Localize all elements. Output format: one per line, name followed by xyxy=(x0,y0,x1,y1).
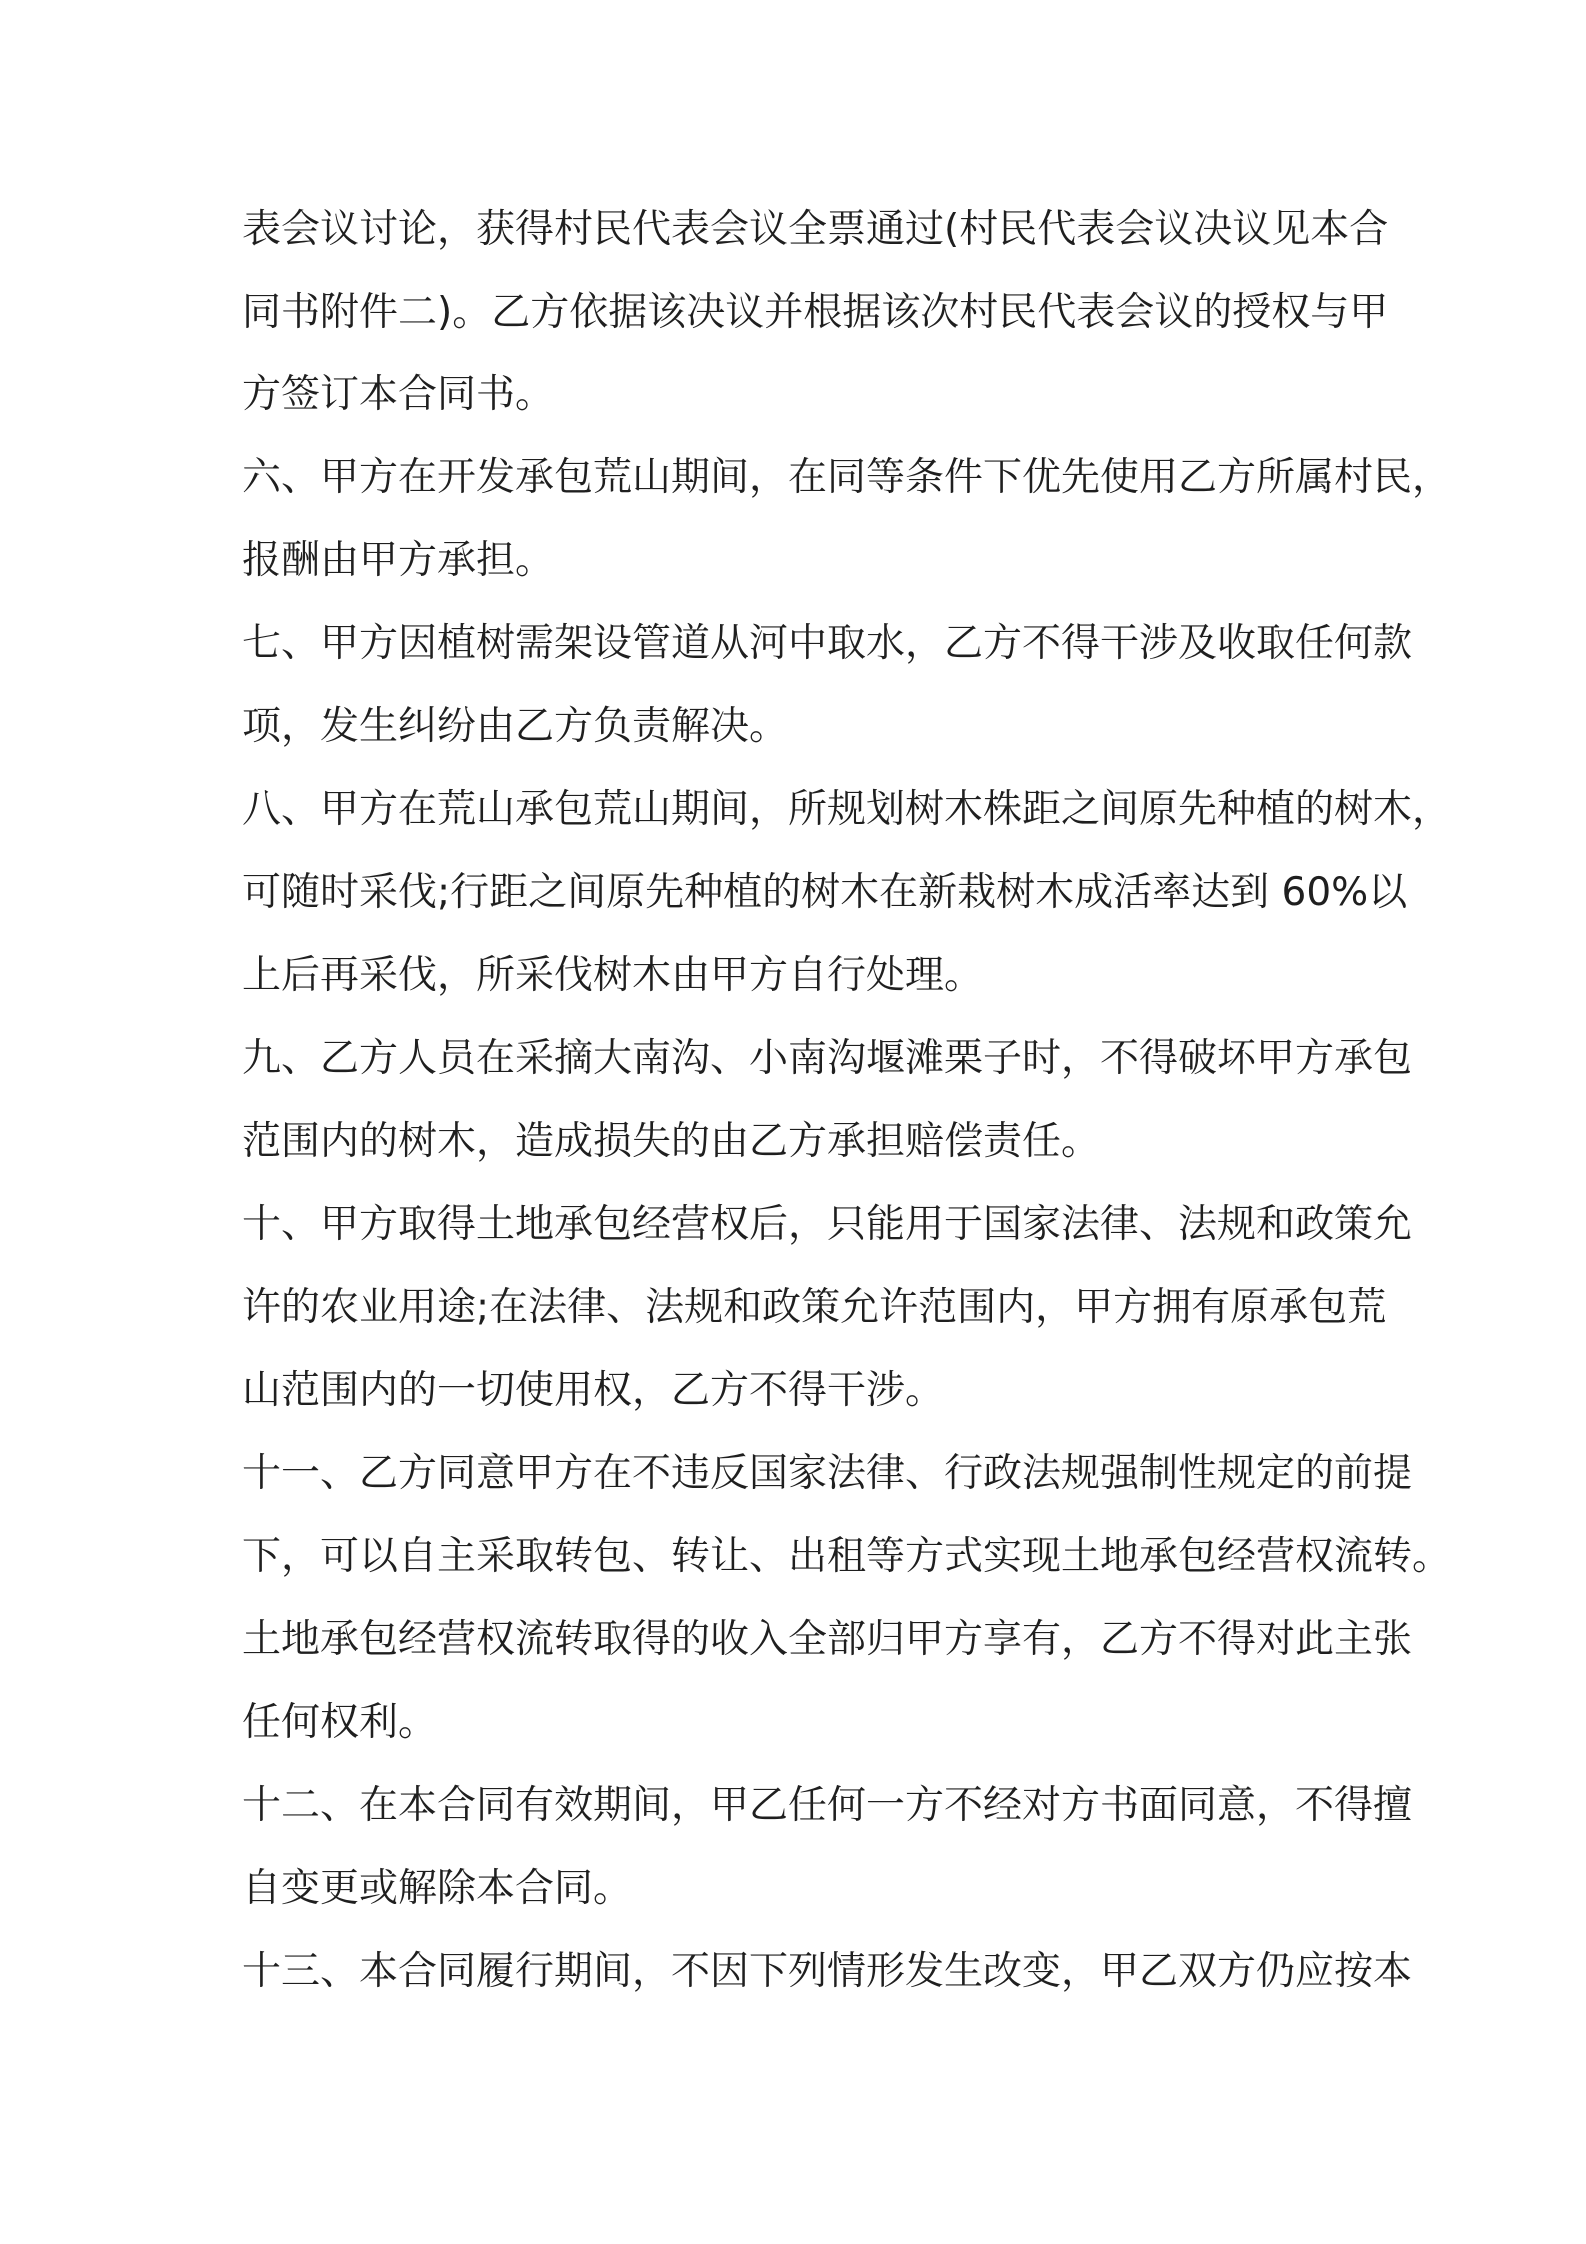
text-line: 方签订本合同书。 xyxy=(242,372,555,417)
text-line: 自变更或解除本合同。 xyxy=(242,1866,633,1911)
text-line: 山范围内的一切使用权，乙方不得干涉。 xyxy=(242,1368,945,1413)
text-line: 范围内的树木，造成损失的由乙方承担赔偿责任。 xyxy=(242,1119,1101,1164)
text-line: 下，可以自主采取转包、转让、出租等方式实现土地承包经营权流转。 xyxy=(242,1534,1452,1579)
text-line: 九、乙方人员在采摘大南沟、小南沟堰滩栗子时，不得破坏甲方承包 xyxy=(242,1036,1413,1081)
text-line: 六、甲方在开发承包荒山期间，在同等条件下优先使用乙方所属村民， xyxy=(242,455,1452,500)
text-line: 八、甲方在荒山承包荒山期间，所规划树木株距之间原先种植的树木， xyxy=(242,787,1452,832)
text-line: 十一、乙方同意甲方在不违反国家法律、行政法规强制性规定的前提 xyxy=(242,1451,1413,1496)
text-line: 表会议讨论，获得村民代表会议全票通过(村民代表会议决议见本合 xyxy=(242,207,1389,252)
text-line: 十三、本合同履行期间，不因下列情形发生改变，甲乙双方仍应按本 xyxy=(242,1949,1413,1994)
text-line: 上后再采伐，所采伐树木由甲方自行处理。 xyxy=(242,953,984,998)
text-line: 可随时采伐;行距之间原先种植的树木在新栽树木成活率达到 60%以 xyxy=(242,870,1408,915)
text-line: 十、甲方取得土地承包经营权后，只能用于国家法律、法规和政策允 xyxy=(242,1202,1413,1247)
text-line: 报酬由甲方承担。 xyxy=(242,538,555,583)
text-line: 许的农业用途;在法律、法规和政策允许范围内，甲方拥有原承包荒 xyxy=(242,1285,1387,1330)
text-line: 任何权利。 xyxy=(242,1700,438,1745)
text-line: 项，发生纠纷由乙方负责解决。 xyxy=(242,704,789,749)
text-line: 十二、在本合同有效期间，甲乙任何一方不经对方书面同意，不得擅 xyxy=(242,1783,1413,1828)
text-line: 七、甲方因植树需架设管道从河中取水，乙方不得干涉及收取任何款 xyxy=(242,621,1413,666)
text-line: 土地承包经营权流转取得的收入全部归甲方享有，乙方不得对此主张 xyxy=(242,1617,1413,1662)
text-line: 同书附件二)。乙方依据该决议并根据该次村民代表会议的授权与甲 xyxy=(242,290,1389,335)
